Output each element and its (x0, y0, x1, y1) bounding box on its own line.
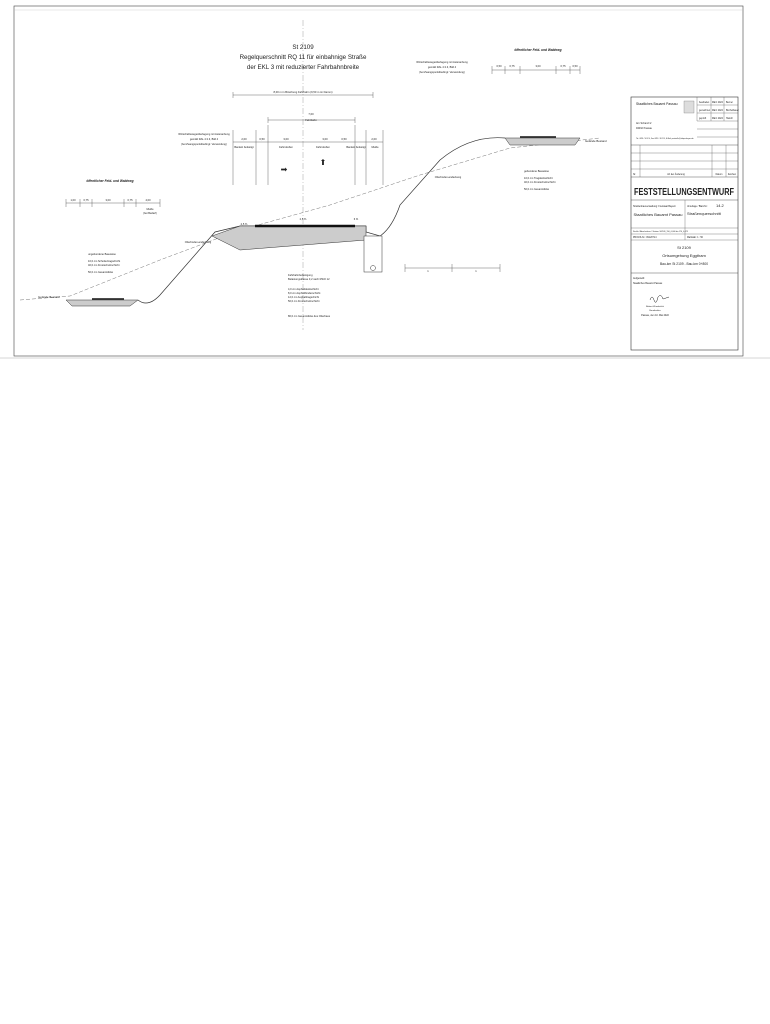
left-dim-1: 1,00 (70, 199, 76, 202)
right-layer-4: 50,0 cm Gesamtdicke (524, 188, 550, 191)
title-block (631, 97, 738, 350)
tb-sign-row1-c: Berner (726, 102, 733, 104)
tb-agency2: Staatliches Bauamt Passau (633, 212, 683, 217)
lane-label-4: Bankett befestigt (346, 146, 366, 149)
center-layer-6: 50,0 cm Frostschutzschicht (288, 300, 320, 303)
coat-of-arms-icon (684, 101, 694, 113)
right-note-1: Wirtschaftswegeüberlagung mit Asteranbung (416, 61, 468, 64)
dim-part-1: 0,50 (259, 138, 265, 141)
tb-rev-header-art: Art der Änderung (667, 174, 685, 176)
lane-label-1: Bankett befestigt (234, 146, 254, 149)
left-dim-5: 4,00 (145, 199, 151, 202)
left-note-2: gemäß RAL 4.3.3, Bild 4 (189, 138, 219, 141)
center-layer-5: 12,0 cm Asphalttragschicht (288, 296, 319, 299)
right-dim-2: 0,75 (509, 65, 515, 68)
cross-section-drawing-sheet (0, 0, 770, 362)
slope-label-right: Oberboden-andeckung (434, 176, 462, 179)
tb-project-line-3: Bau-km St 2109 - Bau-km 0+800 (659, 262, 709, 266)
ground-right-label: Gelände Bestand (585, 139, 607, 143)
ground-left-label: Gelände Bestand (38, 295, 60, 299)
tb-approval-label: Aufgestellt: (633, 277, 645, 280)
right-layer-2: 10,0 cm Tragdeckschicht (524, 177, 553, 180)
title-line-2: Regelquerschnitt RQ 11 für einbahnige Straße (239, 54, 367, 61)
tb-sign-row1-b: März 2022 (712, 102, 723, 104)
left-layer-2: 10,0 cm Schottertragschicht (88, 260, 121, 263)
tb-place-date: Passau, den 10. Mai 2022 (641, 314, 669, 317)
tb-admin: Straßenbauverwaltung: Freistaat Bayern (633, 205, 676, 208)
left-layer-3: 40,0 cm Frostschutzschicht (88, 264, 120, 267)
right-layer-1: gebundene Bauweise (524, 170, 549, 173)
center-layer-2: Belastungsklasse 3,2 nach RStO 12 (288, 278, 330, 281)
lane-label-2: Fahrstreifen (279, 146, 293, 149)
right-note-2: gemäß RAL 4.3.3, Bild 4 (427, 66, 457, 69)
right-layer-3: 40,0 cm Frostschutzschicht (524, 181, 556, 184)
direction-arrow-up-icon: ⬆ (319, 158, 327, 167)
tb-project-no: PROJIS-Nr.: 09120714 (633, 237, 657, 239)
tb-sign-row2-b: März 2022 (712, 110, 723, 112)
left-layer-1: ungebundene Bauweise (88, 253, 116, 256)
lane-label-5: Mulde (371, 146, 379, 149)
right-field-road (505, 138, 580, 145)
tb-unterlage-label: Unterlage / Blatt-Nr.: (687, 206, 708, 208)
tb-unterlage-desc: Straßenquerschnitt (687, 211, 721, 216)
tb-signer: Robert Wunderlich (645, 306, 665, 308)
dim-part-4: 0,50 (341, 138, 347, 141)
bottom-dim-2: 1 (475, 270, 477, 273)
tb-scale: Maßstab: 1 : 50 (687, 237, 703, 239)
right-dim-4: 0,75 (560, 65, 566, 68)
gradient-1: 2,5 % (299, 218, 307, 221)
dim-part-5: 2,00 (371, 138, 377, 141)
title-line-1: St 2109 (292, 44, 314, 51)
right-field-title: öffentlicher Feld- und Waldweg (514, 48, 562, 52)
bottom-dims (405, 264, 500, 272)
lane-label-3: Fahrstreifen (316, 146, 330, 149)
tb-rev-header-zeichen: Zeichen (727, 174, 737, 176)
top-dimension-chain (233, 92, 383, 185)
tb-sign-row2-a: gezeichnet (699, 110, 711, 112)
slope-label-left: Oberboden-andeckung (184, 241, 212, 244)
left-dim-2: 0,75 (83, 199, 89, 202)
right-note-3: (bei Zwangspunktbedingt: Verwendung) (419, 71, 465, 74)
tb-sign-row3-b: März 2022 (712, 118, 723, 120)
center-layer-4: 8,0 cm Asphaltbinderschicht (288, 292, 321, 295)
tb-contact: Tel.: 0851 / 5017-0, Fax: 0851 / 5017-5, E-Mail: poststelle@stbapa.bayern.de (636, 138, 694, 140)
drainage-ditch (364, 236, 382, 272)
dim-left-part: 2,00 (241, 138, 247, 141)
main-road-body (212, 226, 366, 250)
tb-sign-row1-a: bearbeitet (699, 102, 710, 104)
left-dim-3: 3,00 (105, 199, 111, 202)
tb-address-2: 94032 Passau (636, 127, 652, 130)
dim-section-label: Fahrbahn (305, 119, 317, 122)
dim-part-2: 3,00 (283, 138, 289, 141)
left-dims-note-1: Mulde (146, 208, 154, 211)
gradient-3: 6 % (353, 218, 359, 221)
tb-approval-agency: Staatliches Bauamt Passau (633, 282, 663, 285)
left-note-3: (bei Zwangspunktbedingt: Verwendung) (181, 143, 227, 146)
tb-rev-header-datum: Datum (715, 174, 723, 176)
tb-address-1: Am Schanzl 2 (636, 122, 652, 125)
left-note-1: Wirtschaftswegeüberlagung mit Asteranbung (178, 133, 230, 136)
tb-sign-row3-a: geprüft (699, 118, 707, 120)
title-line-3: der EKL 3 mit reduzierter Fahrbahnbreite (246, 64, 360, 71)
tb-signer-role: Baudirektor (649, 310, 661, 312)
tb-sign-row2-c: Büchelbauer (726, 110, 739, 112)
tb-project-line-1: St 2109 (677, 245, 691, 250)
right-dim-5: 0,50 (572, 65, 578, 68)
gradient-2: 2,5 % (240, 223, 248, 226)
direction-arrow-right-icon: ➡ (280, 165, 288, 174)
tb-road-line: Straße / Abschnittsnr. / Station: St2109_150_0,000 bis 170_0,475 (633, 231, 688, 233)
dim-part-3: 3,00 (322, 138, 328, 141)
tb-big-title: FESTSTELLUNGSENTWURF (634, 187, 734, 198)
left-field-title: öffentlicher Feld- und Waldweg (86, 179, 134, 183)
left-dim-4: 0,75 (127, 199, 133, 202)
left-field-road (66, 300, 138, 306)
tb-project-line-2: Ortsumgehung Eggtham (662, 253, 706, 258)
center-layer-1: Fahrbahnbefestigung (288, 274, 313, 277)
dim-section-width: 7,00 (308, 113, 314, 116)
right-dim-3: 3,00 (535, 65, 541, 68)
bottom-dim-1: 1 (427, 270, 429, 273)
dim-total: 8,00 m in Böschung Fahrbahn (9,50 m im Damm) (273, 91, 333, 94)
left-layer-4: 50,0 cm Gesamtdicke (88, 271, 114, 274)
center-layer-7: 80,0 cm Gesamtdicke des Oberbaus (288, 315, 331, 318)
tb-sign-row3-c: Haindl (726, 118, 733, 120)
tb-rev-header-nr: Nr. (633, 174, 636, 176)
right-dim-1: 0,50 (496, 65, 502, 68)
cross-section-svg (0, 0, 770, 362)
left-dims-note-2: (bei Bedarf) (143, 212, 157, 215)
center-layer-3: 4,0 cm Asphaltdeckschicht (288, 288, 319, 291)
tb-unterlage-no: 14.2 (716, 203, 724, 208)
tb-agency: Staatliches Bauamt Passau (636, 102, 678, 106)
